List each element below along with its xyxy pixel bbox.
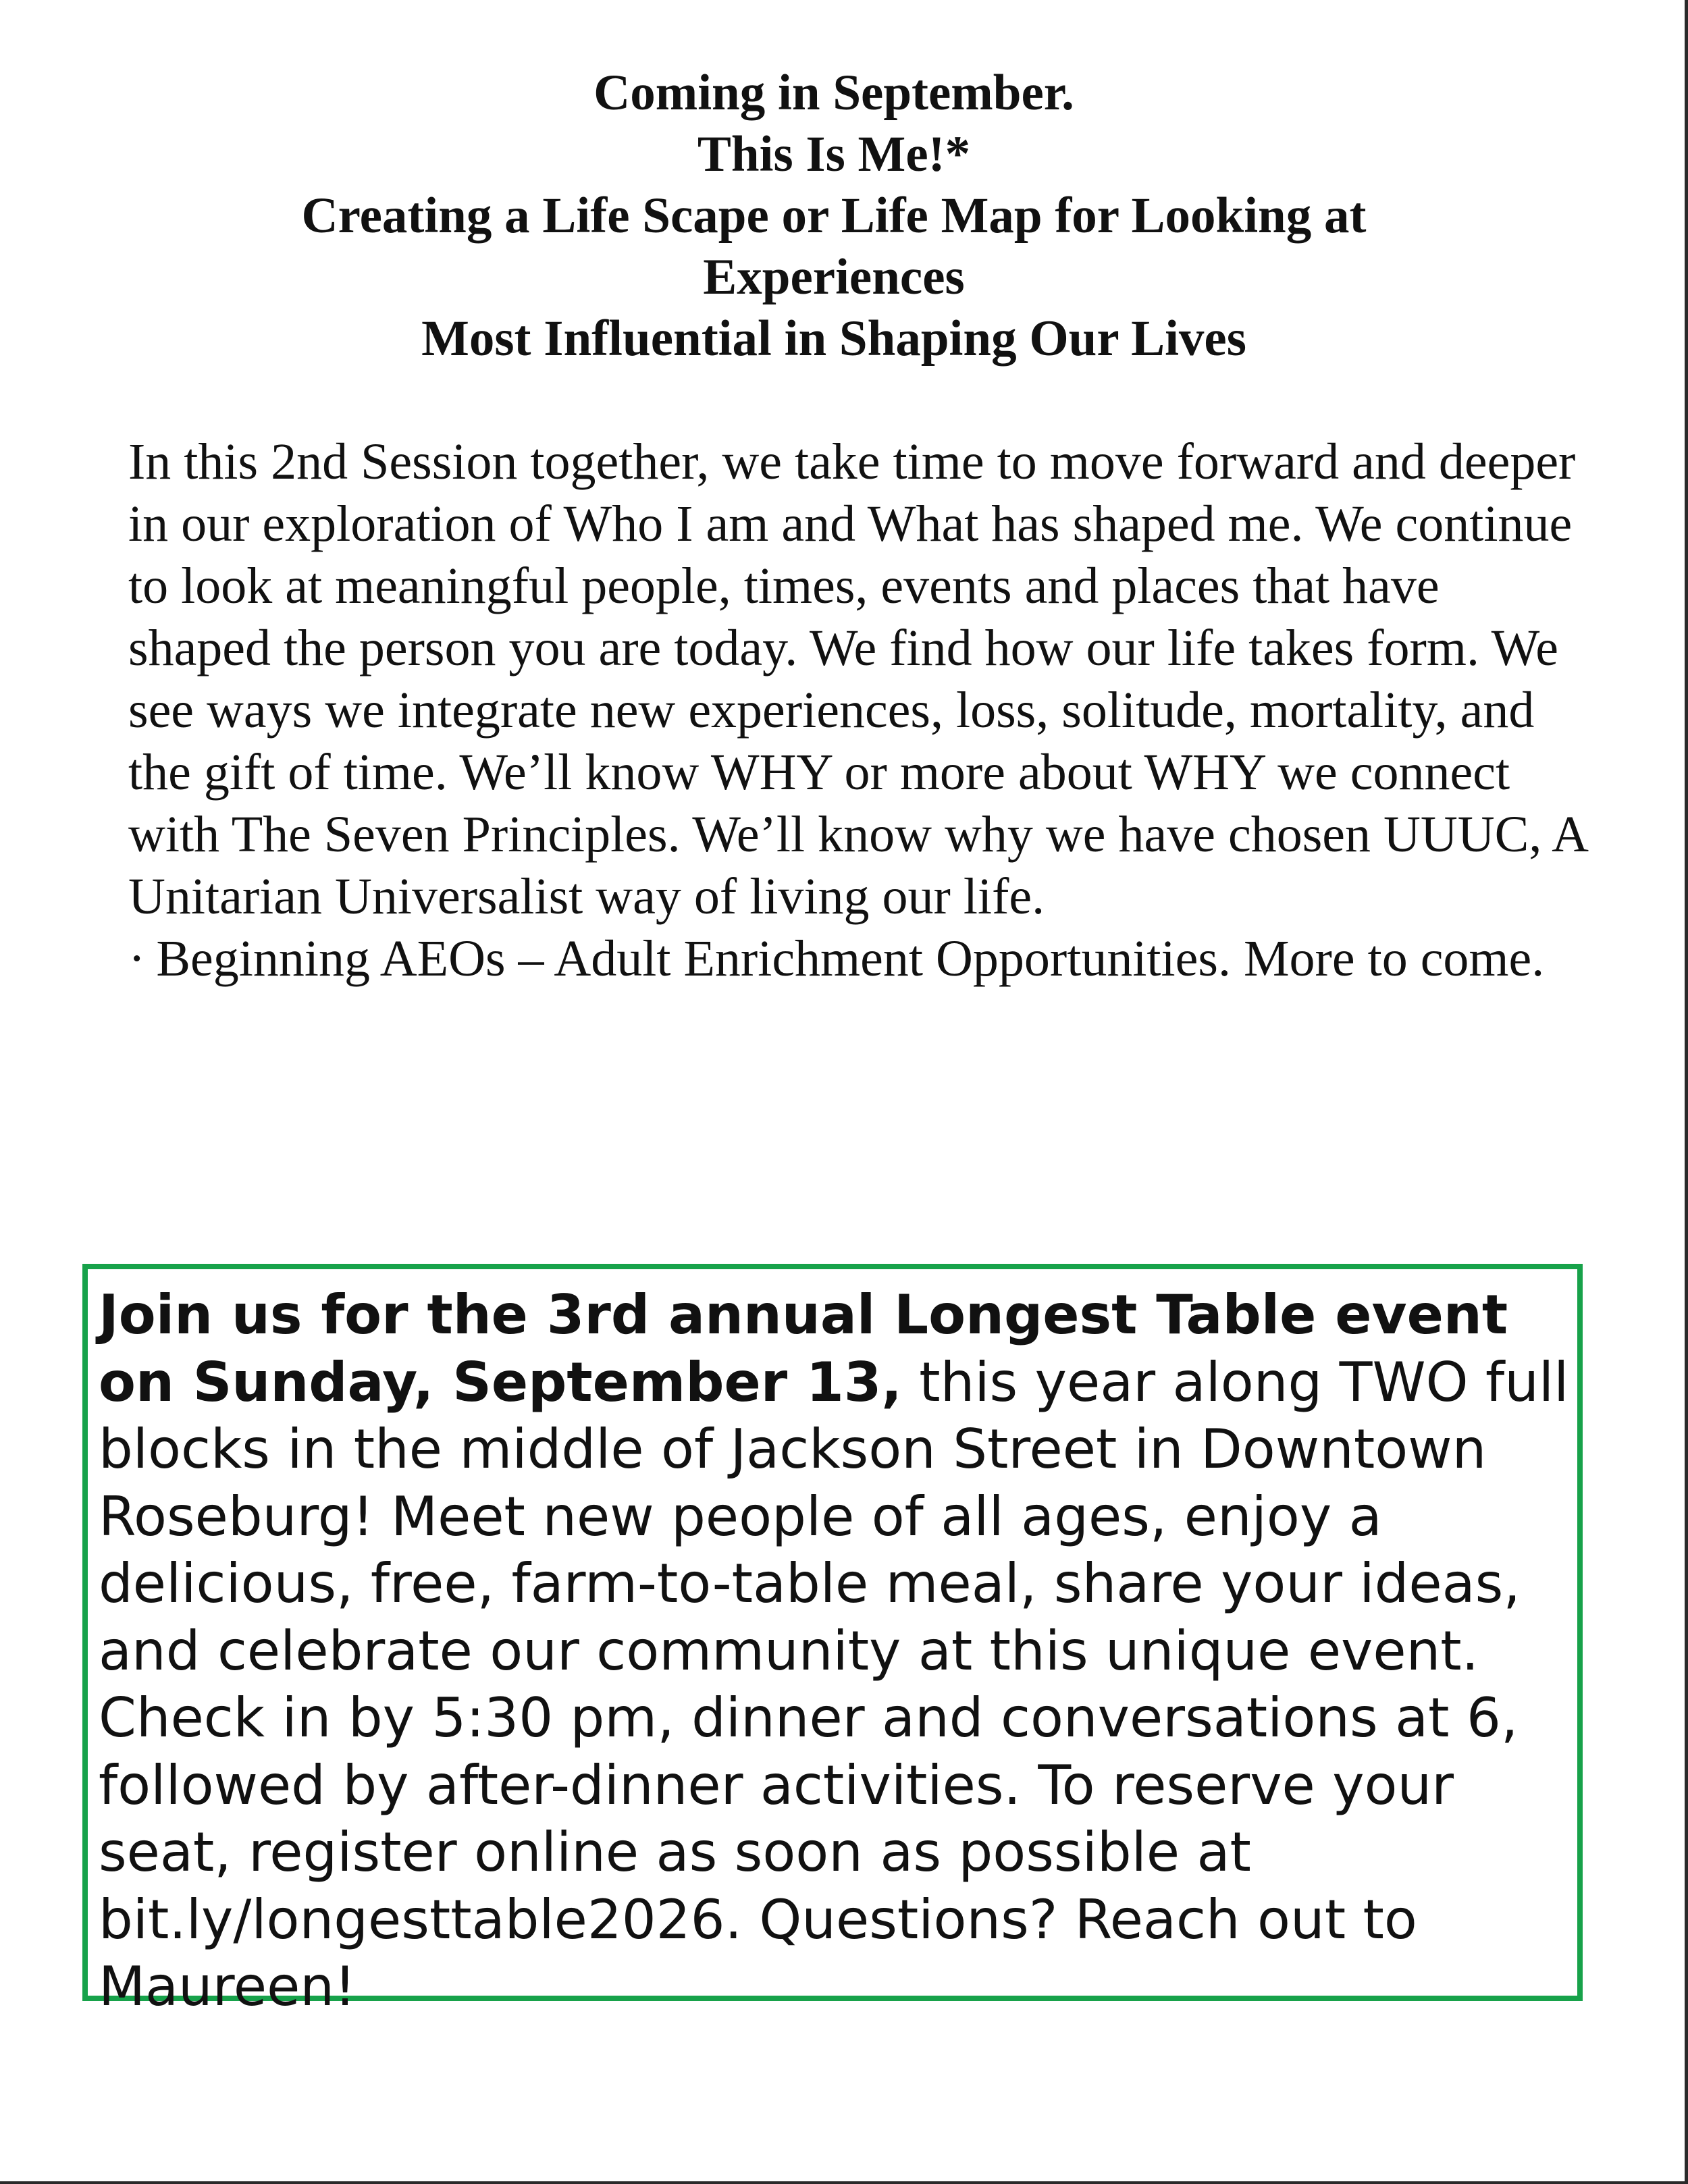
heading-line-title: This Is Me!* xyxy=(697,126,971,182)
event-paragraph xyxy=(99,1281,1569,2021)
event-highlight-text: Join us for the 3rd annual Longest Table event on Sunday, September 13, xyxy=(99,1283,1508,1414)
heading-line-coming: Coming in September. xyxy=(594,65,1074,121)
bullet-icon: · xyxy=(128,930,146,987)
bullet-text: Beginning AEOs – Adult Enrichment Opportunities. More to come. xyxy=(156,930,1545,987)
page-right-border xyxy=(1685,0,1688,2184)
bullet-item xyxy=(128,928,1587,990)
longest-table-callout xyxy=(82,1264,1583,2018)
announcement-heading xyxy=(101,62,1566,369)
event-body-text: this year along TWO full blocks in the middle of Jackson Street in Downtown Roseburg! Meet new people of all ages, enjoy a delicious, free, farm-to-table meal, share your ideas, and celebrate our community at this unique event. Check in by 5:30 pm, dinner and conversations at 6, followed by after-dinner activities. To reserve your seat, register online as soon as possible at bit.ly/longesttable2026. Questions? Reach out to Maureen! xyxy=(99,1350,1569,2018)
page-bottom-border xyxy=(0,2181,1688,2184)
session-paragraph: In this 2nd Session together, we take time to move forward and deeper in our exploration of Who I am and What has shaped me. We continue to look at meaningful people, times, events and places that have shaped the person you are today. We find how our life takes form. We see ways we integrate new experiences, loss, solitude, mortality, and the gift of time. We’ll know WHY or more about WHY we connect with The Seven Principles. We’ll know why we have chosen UUUC, A Unitarian Universalist way of living our life. xyxy=(128,433,1586,925)
heading-line-subtitle-cont: Experiences xyxy=(703,249,965,305)
heading-line-tagline: Most Influential in Shaping Our Lives xyxy=(421,311,1246,367)
session-description xyxy=(128,431,1587,990)
heading-line-subtitle: Creating a Life Scape or Life Map for Looking at xyxy=(301,188,1367,244)
